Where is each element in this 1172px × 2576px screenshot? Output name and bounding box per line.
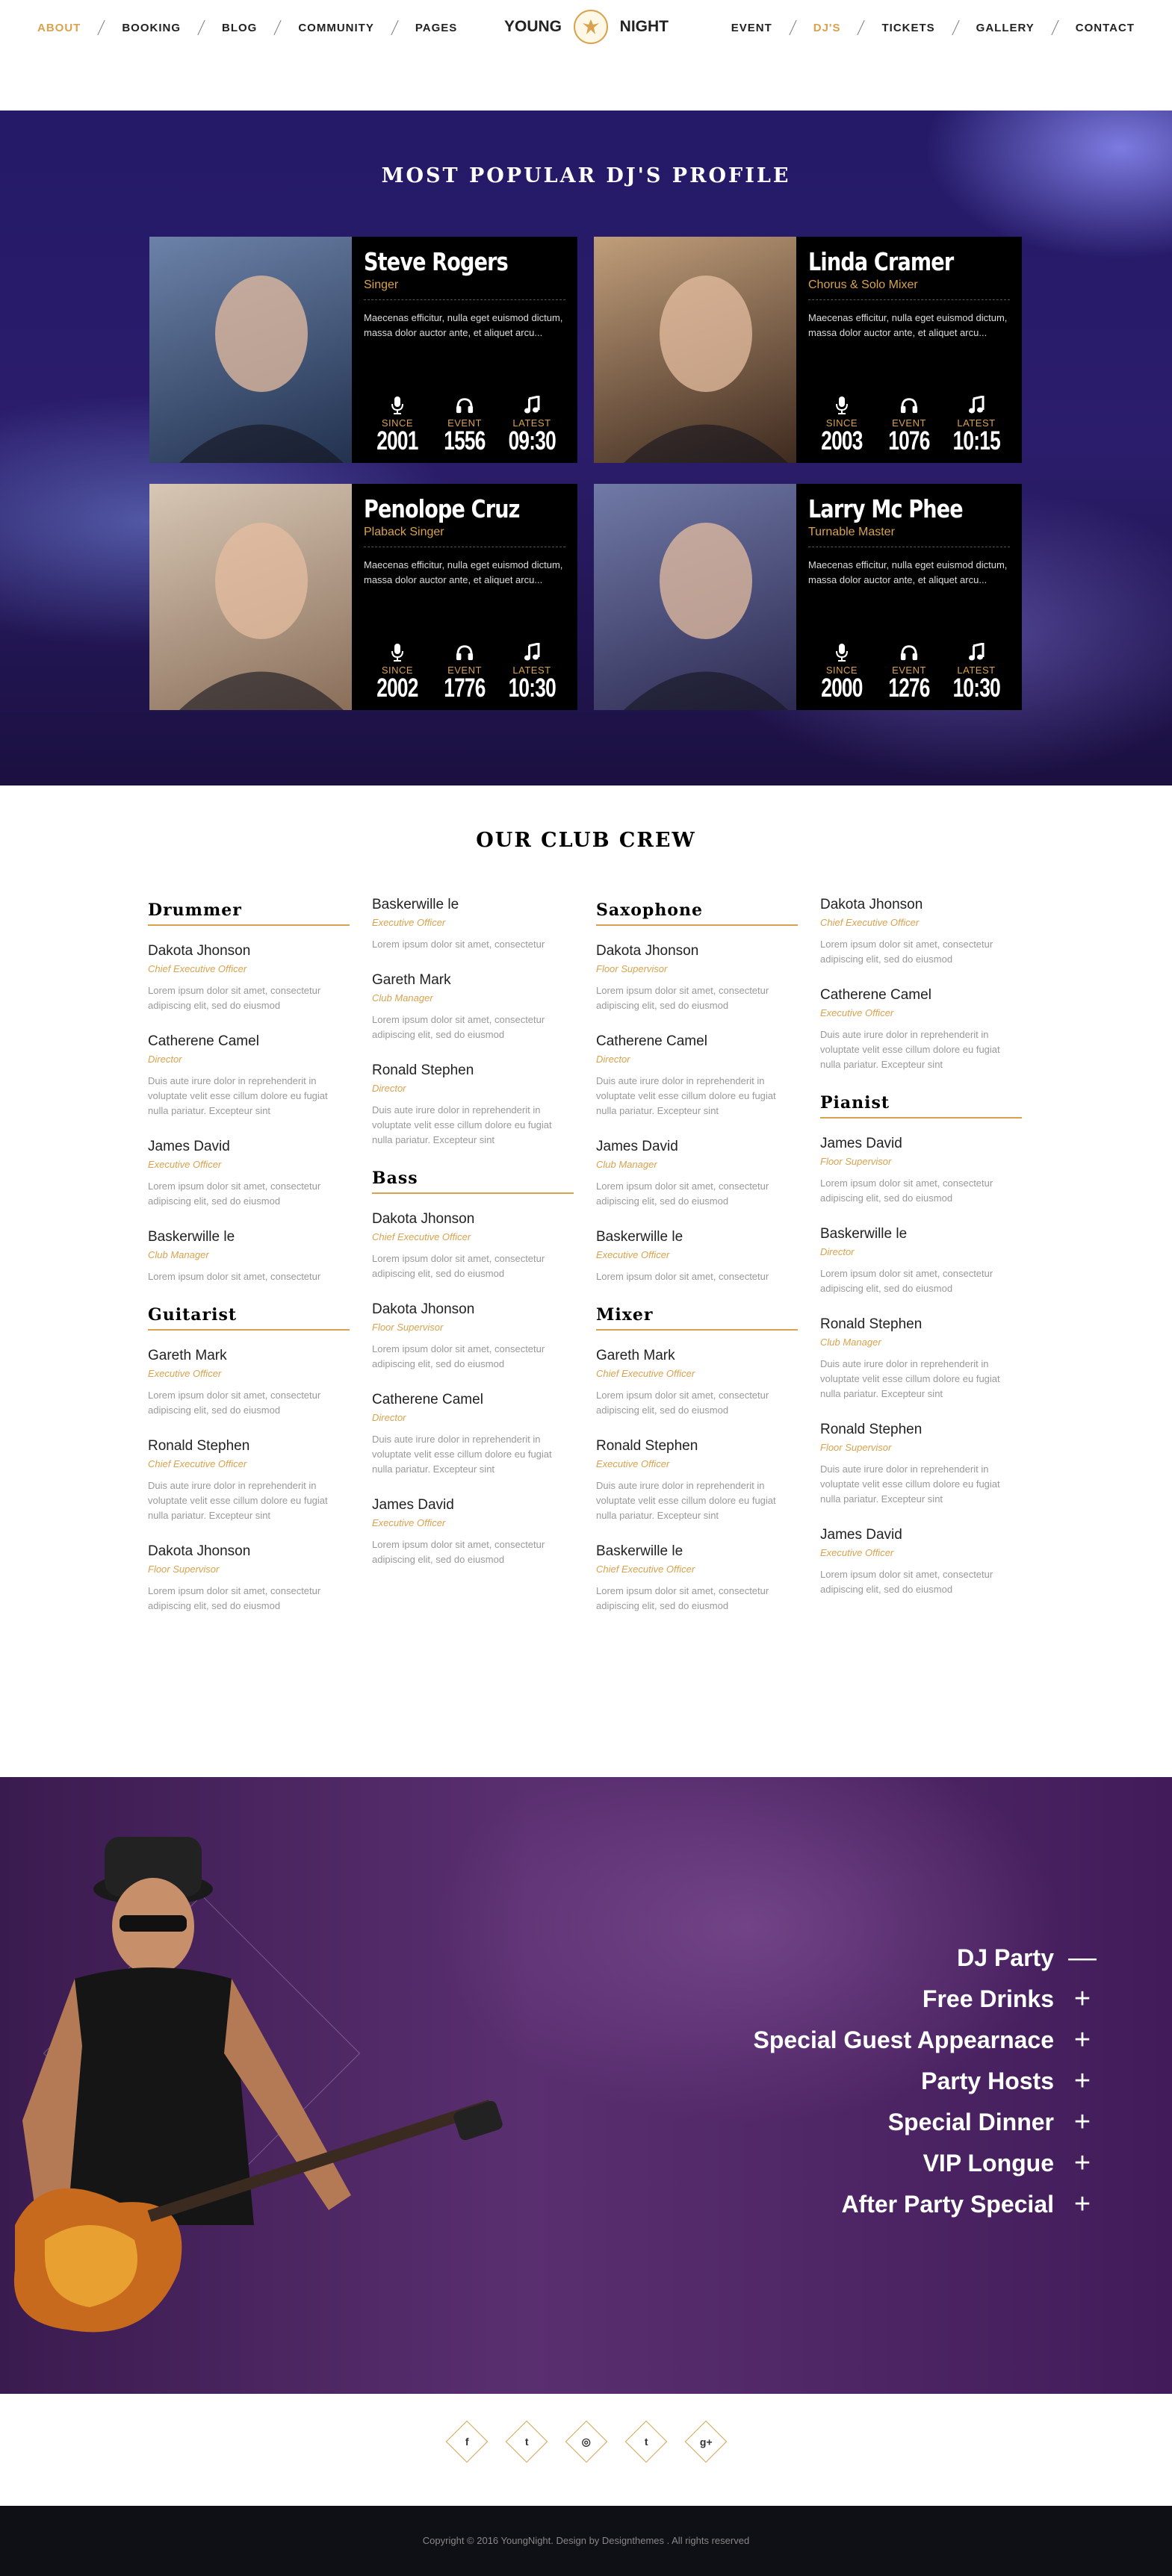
plus-icon[interactable]: + [1073, 2106, 1091, 2138]
member-description: Lorem ipsum dolor sit amet, consectetur adipiscing elit, sed do eiusmod [596, 1390, 769, 1416]
member-role: Floor Supervisor [372, 1322, 444, 1333]
google-plus-icon-glyph: g+ [699, 2435, 712, 2448]
dj-info [796, 237, 1022, 463]
stat-label: EVENT [892, 417, 926, 429]
member-description: Lorem ipsum dolor sit amet, consectetur [596, 1271, 769, 1282]
member-description: Lorem ipsum dolor sit amet, consectetur adipiscing elit, sed do eiusmod [820, 1177, 993, 1204]
member-role: Floor Supervisor [820, 1156, 892, 1167]
member-role: Executive Officer [148, 1368, 222, 1379]
member-role: Floor Supervisor [148, 1564, 220, 1575]
stat-value: 1276 [888, 673, 930, 703]
member-name[interactable]: James David [148, 1139, 230, 1154]
nav-separator [391, 20, 398, 35]
nav-item-booking[interactable]: BOOKING [122, 21, 181, 34]
crew-member [820, 986, 1022, 1072]
stat-value: 2003 [821, 426, 863, 455]
member-role: Executive Officer [820, 1547, 894, 1558]
stat-label: EVENT [447, 665, 482, 676]
divider [364, 299, 565, 300]
member-name[interactable]: James David [820, 1527, 902, 1543]
nav-item-pages[interactable]: PAGES [415, 21, 458, 34]
facebook-icon[interactable] [445, 2421, 488, 2463]
crew-section [148, 900, 350, 1284]
crew-member [372, 1391, 574, 1477]
member-role: Floor Supervisor [596, 963, 668, 974]
crew-section-heading: Guitarist [148, 1305, 350, 1331]
dj-photo [149, 237, 352, 463]
tumblr-icon[interactable] [624, 2421, 667, 2463]
google-plus-icon[interactable] [684, 2421, 727, 2463]
headphones-icon [900, 642, 918, 663]
member-name[interactable]: Baskerwille le [596, 1229, 683, 1245]
party-feature-item[interactable] [753, 2061, 1097, 2102]
stat-value: 1076 [888, 426, 930, 455]
stat-label: SINCE [825, 665, 858, 676]
member-role: Club Manager [596, 1159, 657, 1170]
member-description: Duis aute irure dolor in reprehenderit in voluptate velit esse cillum dolore eu fugiat nulla pariatur. Excepteur sint [148, 1480, 328, 1521]
dj-info [352, 237, 577, 463]
headphones-icon [456, 642, 474, 663]
crew-column [820, 896, 1022, 1618]
dj-description: Maecenas efficitur, nulla eget euismod dictum, massa dolor auctor ante, et aliquet arcu... [808, 312, 1008, 338]
dj-stats [364, 395, 565, 454]
stat-since [368, 642, 427, 701]
dj-stats [808, 642, 1010, 701]
dj-role: Chorus & Solo Mixer [808, 279, 918, 291]
crew-member [148, 1033, 350, 1119]
member-role: Chief Executive Officer [596, 1564, 695, 1575]
stat-latest [502, 642, 562, 701]
member-description: Lorem ipsum dolor sit amet, consectetur [148, 1271, 321, 1282]
stat-event [435, 642, 494, 701]
twitter-icon[interactable] [505, 2421, 548, 2463]
dj-card[interactable] [149, 237, 577, 463]
member-role: Director [148, 1054, 182, 1065]
member-role: Chief Executive Officer [820, 917, 920, 928]
crew-member [596, 1228, 798, 1284]
member-name[interactable]: Ronald Stephen [596, 1438, 698, 1454]
dj-name: Penolope Cruz [364, 494, 520, 523]
member-role: Executive Officer [820, 1007, 894, 1018]
crew-member [820, 896, 1022, 967]
stat-event [879, 395, 939, 454]
dj-role: Singer [364, 279, 399, 291]
party-feature-item[interactable] [753, 2184, 1097, 2225]
stat-value: 2001 [376, 426, 418, 455]
top-navigation [0, 0, 1172, 54]
stat-value: 09:30 [508, 426, 556, 455]
stat-value: 2002 [376, 673, 418, 703]
party-feature-item[interactable] [753, 1938, 1097, 1979]
member-name[interactable]: Catherene Camel [372, 1392, 483, 1407]
party-feature-label: DJ Party [957, 1944, 1054, 1971]
plus-icon[interactable]: + [1073, 2147, 1091, 2179]
party-feature-label: Special Guest Appearnace [753, 2026, 1054, 2053]
member-role: Chief Executive Officer [372, 1231, 471, 1242]
twitter-icon-glyph: t [524, 2435, 528, 2448]
crew-member [820, 1135, 1022, 1206]
music-note-icon [967, 642, 985, 663]
crew-member [596, 1437, 798, 1523]
stat-latest [946, 642, 1006, 701]
member-name[interactable]: Ronald Stephen [820, 1316, 923, 1332]
party-feature-label: Free Drinks [922, 1985, 1054, 2012]
dj-card[interactable] [594, 484, 1022, 710]
crew-member [596, 942, 798, 1013]
member-description: Duis aute irure dolor in reprehenderit in voluptate velit esse cillum dolore eu fugiat nulla pariatur. Excepteur sint [820, 1358, 1000, 1399]
member-role: Club Manager [148, 1249, 209, 1260]
member-role: Executive Officer [372, 917, 446, 928]
member-role: Executive Officer [372, 1517, 446, 1528]
member-description: Lorem ipsum dolor sit amet, consectetur adipiscing elit, sed do eiusmod [596, 1585, 769, 1611]
crew-member [372, 1210, 574, 1281]
copyright-text: Copyright © 2016 YoungNight. Design by Designthemes . All rights reserved [422, 2535, 750, 2546]
social-links [0, 2419, 1172, 2464]
nav-item-blog[interactable]: BLOG [222, 21, 258, 34]
stat-label: LATEST [957, 665, 996, 676]
stat-label: LATEST [957, 417, 996, 429]
member-description: Lorem ipsum dolor sit amet, consectetur adipiscing elit, sed do eiusmod [148, 1390, 321, 1416]
member-role: Executive Officer [596, 1458, 670, 1469]
member-name[interactable]: Baskerwille le [372, 897, 459, 912]
stat-latest [946, 395, 1006, 454]
member-name[interactable]: Baskerwille le [596, 1543, 683, 1559]
member-name[interactable]: Catherene Camel [820, 987, 931, 1003]
member-role: Chief Executive Officer [148, 963, 247, 974]
stat-value: 1776 [444, 673, 486, 703]
member-description: Duis aute irure dolor in reprehenderit in voluptate velit esse cillum dolore eu fugiat nulla pariatur. Excepteur sint [148, 1075, 328, 1116]
member-description: Duis aute irure dolor in reprehenderit in voluptate velit esse cillum dolore eu fugiat nulla pariatur. Excepteur sint [596, 1480, 776, 1521]
crew-member [820, 1421, 1022, 1507]
member-name[interactable]: Dakota Jhonson [372, 1211, 475, 1227]
crew-member [372, 1496, 574, 1567]
member-description: Duis aute irure dolor in reprehenderit in voluptate velit esse cillum dolore eu fugiat nulla pariatur. Excepteur sint [820, 1029, 1000, 1070]
crew-column [372, 896, 574, 1588]
crew-section-heading: Bass [372, 1169, 574, 1194]
crew-section-heading: Saxophone [596, 900, 798, 926]
headphones-icon [456, 395, 474, 416]
stat-since [368, 395, 427, 454]
crew-member [372, 1062, 574, 1148]
member-description: Duis aute irure dolor in reprehenderit in voluptate velit esse cillum dolore eu fugiat nulla pariatur. Excepteur sint [372, 1104, 552, 1145]
member-description: Lorem ipsum dolor sit amet, consectetur adipiscing elit, sed do eiusmod [148, 1585, 321, 1611]
member-name[interactable]: Catherene Camel [596, 1033, 707, 1049]
crew-member [596, 1138, 798, 1209]
member-role: Club Manager [820, 1337, 881, 1348]
stat-since [812, 395, 872, 454]
nav-item-tickets[interactable]: TICKETS [881, 21, 935, 34]
stat-label: EVENT [892, 665, 926, 676]
logo-text-right: NIGHT [619, 18, 669, 35]
member-name[interactable]: Dakota Jhonson [372, 1301, 475, 1317]
nav-separator [98, 20, 105, 35]
guitarist-image [0, 1807, 523, 2394]
nav-item-djs[interactable]: DJ'S [813, 21, 841, 34]
dj-info [796, 484, 1022, 710]
member-name[interactable]: Gareth Mark [148, 1348, 227, 1363]
stat-value: 10:30 [508, 673, 556, 703]
dj-photo [149, 484, 352, 710]
music-note-icon [523, 395, 541, 416]
dj-card[interactable] [594, 237, 1022, 463]
plus-icon[interactable]: + [1073, 2024, 1091, 2056]
dj-profile-section [0, 111, 1172, 785]
stat-value: 1556 [444, 426, 486, 455]
stat-label: SINCE [825, 417, 858, 429]
member-role: Club Manager [372, 992, 433, 1004]
stat-label: LATEST [512, 417, 551, 429]
member-name[interactable]: Baskerwille le [148, 1229, 235, 1245]
crew-member [820, 1316, 1022, 1401]
party-feature-label: Special Dinner [887, 2109, 1054, 2135]
member-name[interactable]: Dakota Jhonson [820, 897, 923, 912]
logo-eagle-icon [574, 10, 608, 44]
member-name[interactable]: Ronald Stephen [820, 1422, 923, 1437]
member-description: Lorem ipsum dolor sit amet, consectetur adipiscing elit, sed do eiusmod [820, 939, 993, 965]
minus-icon[interactable]: — [1068, 1942, 1097, 1973]
dj-name: Larry Mc Phee [808, 494, 963, 523]
member-name[interactable]: Gareth Mark [372, 972, 451, 988]
microphone-icon [833, 642, 851, 663]
member-description: Lorem ipsum dolor sit amet, consectetur adipiscing elit, sed do eiusmod [372, 1539, 545, 1565]
crew-section-heading: Drummer [148, 900, 350, 926]
member-description: Lorem ipsum dolor sit amet, consectetur adipiscing elit, sed do eiusmod [820, 1268, 993, 1294]
party-feature-label: Party Hosts [921, 2068, 1054, 2094]
member-description: Lorem ipsum dolor sit amet, consectetur adipiscing elit, sed do eiusmod [148, 985, 321, 1011]
member-description: Lorem ipsum dolor sit amet, consectetur adipiscing elit, sed do eiusmod [372, 1253, 545, 1279]
stat-latest [502, 395, 562, 454]
crew-member [596, 1033, 798, 1119]
member-description: Duis aute irure dolor in reprehenderit in voluptate velit esse cillum dolore eu fugiat nulla pariatur. Excepteur sint [820, 1463, 1000, 1505]
crew-section-title: OUR CLUB CREW [476, 829, 696, 852]
tumblr-icon-glyph: t [644, 2435, 648, 2448]
dj-stats [808, 395, 1010, 454]
crew-member [596, 1347, 798, 1418]
nav-separator [858, 20, 865, 35]
crew-member [820, 1225, 1022, 1296]
member-name[interactable]: Ronald Stephen [372, 1063, 474, 1078]
nav-separator [952, 20, 959, 35]
headphones-icon [900, 395, 918, 416]
crew-member [148, 1228, 350, 1284]
stat-event [879, 642, 939, 701]
member-name[interactable]: James David [596, 1139, 678, 1154]
plus-icon[interactable]: + [1073, 1983, 1091, 2015]
crew-member [372, 971, 574, 1042]
crew-member [372, 896, 574, 952]
dj-role: Turnable Master [808, 526, 895, 538]
member-role: Director [596, 1054, 630, 1065]
dj-name: Steve Rogers [364, 247, 508, 276]
dj-section-title: MOST POPULAR DJ'S PROFILE [381, 164, 791, 187]
nav-separator [789, 20, 796, 35]
dj-card[interactable] [149, 484, 577, 710]
member-role: Executive Officer [148, 1159, 222, 1170]
dribbble-icon[interactable] [565, 2421, 607, 2463]
member-role: Executive Officer [596, 1249, 670, 1260]
member-description: Duis aute irure dolor in reprehenderit in voluptate velit esse cillum dolore eu fugiat nulla pariatur. Excepteur sint [372, 1434, 552, 1475]
dj-info [352, 484, 577, 710]
dj-name: Linda Cramer [808, 247, 954, 276]
logo-text-left: YOUNG [504, 18, 562, 35]
member-name[interactable]: Dakota Jhonson [148, 943, 251, 959]
nav-item-about[interactable]: ABOUT [37, 21, 81, 34]
member-description: Lorem ipsum dolor sit amet, consectetur adipiscing elit, sed do eiusmod [372, 1343, 545, 1369]
stat-since [812, 642, 872, 701]
crew-column [596, 896, 798, 1634]
plus-icon[interactable]: + [1073, 2065, 1091, 2097]
nav-item-event[interactable]: EVENT [731, 21, 772, 34]
nav-item-community[interactable]: COMMUNITY [298, 21, 374, 34]
microphone-icon [388, 642, 406, 663]
party-feature-label: After Party Special [841, 2191, 1054, 2218]
party-features-section [0, 1777, 1172, 2394]
member-role: Director [820, 1246, 855, 1257]
nav-separator [197, 20, 205, 35]
member-role: Chief Executive Officer [596, 1368, 695, 1379]
member-name[interactable]: Ronald Stephen [148, 1438, 250, 1454]
member-description: Lorem ipsum dolor sit amet, consectetur [372, 939, 545, 950]
stat-label: SINCE [381, 665, 414, 676]
crew-section [372, 1169, 574, 1567]
party-feature-list [753, 1938, 1097, 2225]
stat-label: EVENT [447, 417, 482, 429]
microphone-icon [833, 395, 851, 416]
crew-section [372, 896, 574, 1148]
dj-photo [594, 237, 796, 463]
member-role: Floor Supervisor [820, 1442, 892, 1453]
music-note-icon [967, 395, 985, 416]
crew-member [372, 1301, 574, 1372]
nav-right [731, 19, 1135, 36]
member-description: Lorem ipsum dolor sit amet, consectetur adipiscing elit, sed do eiusmod [596, 1180, 769, 1207]
stat-value: 2000 [821, 673, 863, 703]
member-name[interactable]: Gareth Mark [596, 1348, 675, 1363]
party-feature-item[interactable] [753, 1979, 1097, 2020]
nav-separator [1051, 20, 1058, 35]
stat-event [435, 395, 494, 454]
crew-column [148, 896, 350, 1634]
member-name[interactable]: James David [372, 1497, 454, 1513]
dj-description: Maecenas efficitur, nulla eget euismod dictum, massa dolor auctor ante, et aliquet arcu... [808, 559, 1008, 585]
footer [0, 2506, 1172, 2576]
crew-section [820, 896, 1022, 1072]
crew-member [148, 1138, 350, 1209]
member-description: Duis aute irure dolor in reprehenderit in voluptate velit esse cillum dolore eu fugiat nulla pariatur. Excepteur sint [596, 1075, 776, 1116]
nav-item-contact[interactable]: CONTACT [1075, 21, 1135, 34]
member-name[interactable]: Dakota Jhonson [148, 1543, 251, 1559]
stat-value: 10:30 [952, 673, 1000, 703]
member-description: Lorem ipsum dolor sit amet, consectetur adipiscing elit, sed do eiusmod [596, 985, 769, 1011]
crew-section [596, 900, 798, 1284]
crew-member [148, 1347, 350, 1418]
member-name[interactable]: Dakota Jhonson [596, 943, 699, 959]
nav-separator [274, 20, 282, 35]
stat-label: SINCE [381, 417, 414, 429]
member-name[interactable]: Baskerwille le [820, 1226, 908, 1242]
dribbble-icon-glyph: ◎ [581, 2435, 591, 2448]
crew-section-heading: Mixer [596, 1305, 798, 1331]
stat-value: 10:15 [952, 426, 1000, 455]
dj-role: Plaback Singer [364, 526, 444, 538]
dj-photo [594, 484, 796, 710]
crew-section [820, 1093, 1022, 1597]
member-name[interactable]: Catherene Camel [148, 1033, 259, 1049]
nav-left [37, 19, 457, 36]
music-note-icon [523, 642, 541, 663]
dj-description: Maecenas efficitur, nulla eget euismod dictum, massa dolor auctor ante, et aliquet arcu... [364, 312, 563, 338]
stat-label: LATEST [512, 665, 551, 676]
member-name[interactable]: James David [820, 1136, 902, 1151]
facebook-icon-glyph: f [465, 2435, 468, 2448]
member-description: Lorem ipsum dolor sit amet, consectetur adipiscing elit, sed do eiusmod [372, 1014, 545, 1040]
crew-member [148, 942, 350, 1013]
dj-description: Maecenas efficitur, nulla eget euismod dictum, massa dolor auctor ante, et aliquet arcu... [364, 559, 563, 585]
crew-member [148, 1437, 350, 1523]
nav-item-gallery[interactable]: GALLERY [976, 21, 1035, 34]
member-role: Chief Executive Officer [148, 1458, 247, 1469]
party-feature-item[interactable] [753, 2102, 1097, 2143]
crew-member [148, 1543, 350, 1614]
crew-section [596, 1305, 798, 1614]
crew-member [820, 1526, 1022, 1597]
member-role: Director [372, 1412, 406, 1423]
plus-icon[interactable]: + [1073, 2188, 1091, 2220]
party-feature-label: VIP Longue [923, 2150, 1054, 2177]
member-role: Director [372, 1083, 406, 1094]
crew-member [596, 1543, 798, 1614]
divider [808, 299, 1010, 300]
crew-section-heading: Pianist [820, 1093, 1022, 1119]
logo[interactable] [504, 9, 669, 45]
microphone-icon [388, 395, 406, 416]
member-description: Lorem ipsum dolor sit amet, consectetur adipiscing elit, sed do eiusmod [148, 1180, 321, 1207]
party-feature-item[interactable] [753, 2020, 1097, 2061]
dj-stats [364, 642, 565, 701]
party-feature-item[interactable] [753, 2143, 1097, 2184]
crew-section [148, 1305, 350, 1614]
member-description: Lorem ipsum dolor sit amet, consectetur adipiscing elit, sed do eiusmod [820, 1569, 993, 1595]
